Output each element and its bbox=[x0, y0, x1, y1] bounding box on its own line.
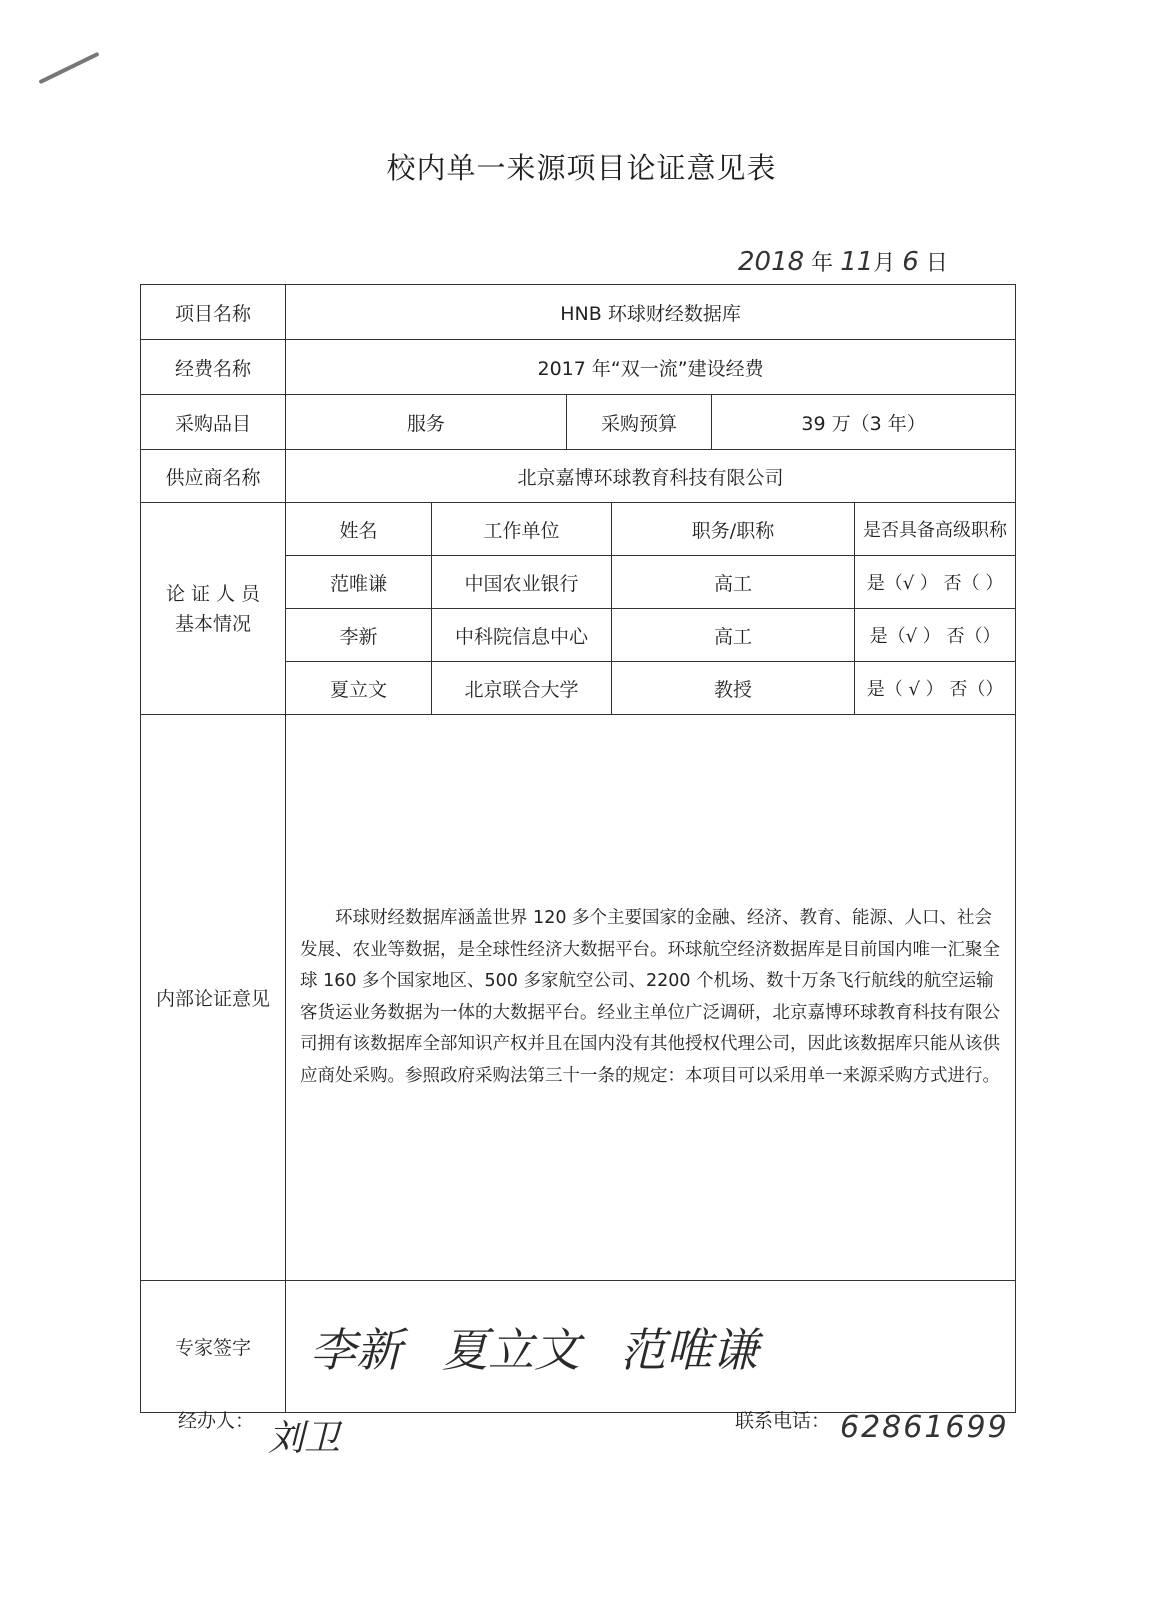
supplier-value: 北京嘉博环球教育科技有限公司 bbox=[286, 450, 1016, 503]
handler-label: 经办人： bbox=[178, 1410, 255, 1432]
signature-area bbox=[286, 1281, 1016, 1413]
funding-value: 2017 年“双一流”建设经费 bbox=[286, 340, 1016, 395]
procurement-value: 服务 bbox=[286, 395, 567, 450]
budget-value: 39 万（3 年） bbox=[712, 395, 1016, 450]
row-project bbox=[141, 285, 1016, 340]
date-month: 11 bbox=[840, 247, 874, 277]
row-signature bbox=[141, 1281, 1016, 1413]
expert-signature: 范唯谦 bbox=[620, 1322, 758, 1377]
date-year-unit: 年 bbox=[811, 251, 834, 276]
project-label: 项目名称 bbox=[141, 285, 286, 340]
expert-title: 教授 bbox=[612, 662, 855, 715]
expert-senior: 是（√ ） 否（） bbox=[855, 609, 1016, 662]
date-day: 6 bbox=[902, 247, 919, 277]
header-title: 职务/职称 bbox=[612, 503, 855, 556]
opinion-text: 环球财经数据库涵盖世界 120 多个主要国家的金融、经济、教育、能源、人口、社会发展、农业等数据，是全球性经济大数据平台。环球航空经济数据库是目前国内唯一汇聚全球 160 多个国家地区、500 多家航空公司、2200 个机场、数十万条飞行航线的航空运输客货运业务数据为一体的大数据平台。经业主单位广泛调研，北京嘉博环球教育科技有限公司拥有该数据库全部知识产权并且在国内没有其他授权代理公司，因此该数据库只能从该供应商处采购。参照政府采购法第三十一条的规定：本项目可以采用单一来源采购方式进行。 bbox=[286, 715, 1016, 1281]
expert-title: 高工 bbox=[612, 556, 855, 609]
experts-section-label: 论 证 人 员 基本情况 bbox=[141, 503, 286, 715]
expert-name: 夏立文 bbox=[286, 662, 432, 715]
row-expert-header bbox=[141, 503, 1016, 556]
project-value: HNB 环球财经数据库 bbox=[286, 285, 1016, 340]
opinion-label: 内部论证意见 bbox=[141, 715, 286, 1281]
funding-label: 经费名称 bbox=[141, 340, 286, 395]
header-unit: 工作单位 bbox=[432, 503, 612, 556]
expert-senior: 是（√ ） 否（ ） bbox=[855, 556, 1016, 609]
row-procurement bbox=[141, 395, 1016, 450]
expert-name: 范唯谦 bbox=[286, 556, 432, 609]
expert-unit: 中国农业银行 bbox=[432, 556, 612, 609]
row-opinion bbox=[141, 715, 1016, 1281]
expert-title: 高工 bbox=[612, 609, 855, 662]
page-title: 校内单一来源项目论证意见表 bbox=[386, 151, 777, 185]
row-supplier bbox=[141, 450, 1016, 503]
phone-label: 联系电话： bbox=[735, 1410, 831, 1432]
expert-unit: 中科院信息中心 bbox=[432, 609, 612, 662]
expert-unit: 北京联合大学 bbox=[432, 662, 612, 715]
expert-signature: 夏立文 bbox=[442, 1322, 580, 1377]
handler-signature: 刘卫 bbox=[268, 1418, 341, 1459]
header-name: 姓名 bbox=[286, 503, 432, 556]
budget-label: 采购预算 bbox=[567, 395, 712, 450]
argument-form-table bbox=[140, 284, 1016, 1413]
header-senior: 是否具备高级职称 bbox=[855, 503, 1016, 556]
expert-signature: 李新 bbox=[310, 1322, 402, 1377]
expert-name: 李新 bbox=[286, 609, 432, 662]
phone-value: 62861699 bbox=[840, 1410, 1009, 1445]
signature-row bbox=[286, 1314, 1015, 1380]
date-year: 2018 bbox=[738, 247, 805, 277]
supplier-label: 供应商名称 bbox=[141, 450, 286, 503]
procurement-label: 采购品目 bbox=[141, 395, 286, 450]
date-month-unit: 月 bbox=[873, 251, 896, 276]
date-line bbox=[738, 246, 948, 277]
row-funding bbox=[141, 340, 1016, 395]
pen-mark bbox=[38, 52, 99, 85]
expert-senior: 是（ √ ） 否（） bbox=[855, 662, 1016, 715]
signature-label: 专家签字 bbox=[141, 1281, 286, 1413]
date-day-unit: 日 bbox=[925, 251, 948, 276]
